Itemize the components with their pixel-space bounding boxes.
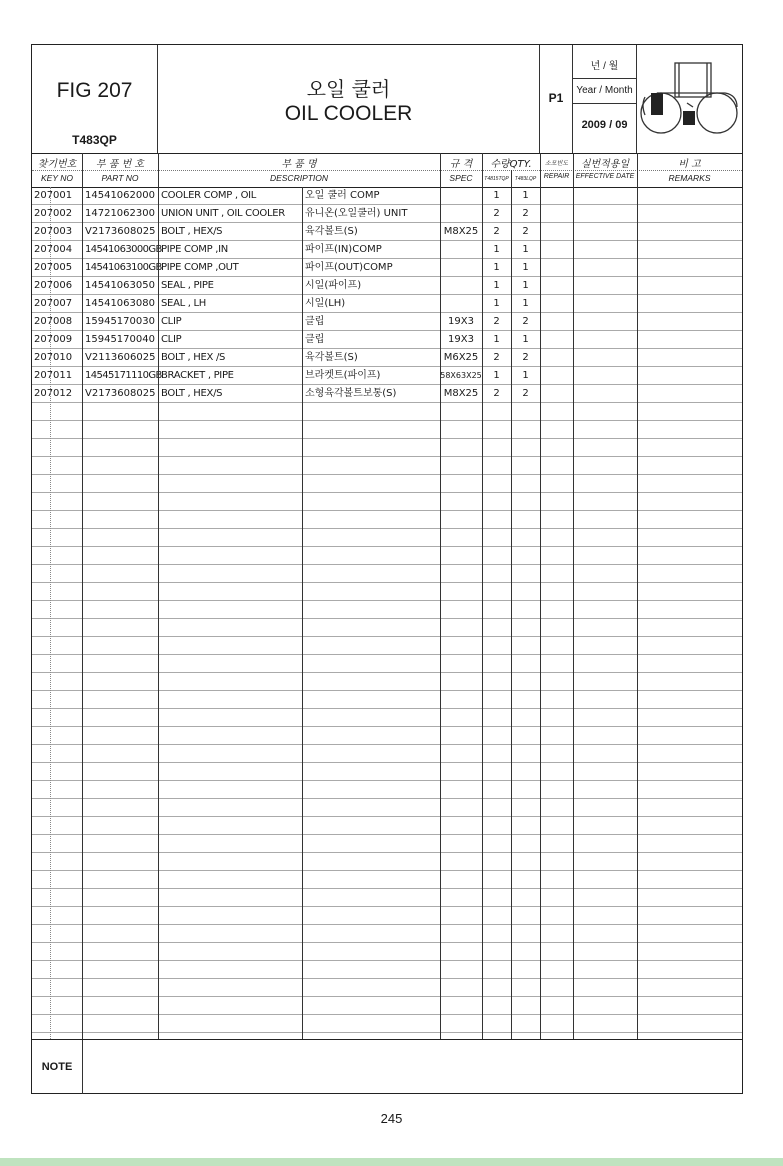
table-row [32,889,742,907]
table-row [32,979,742,997]
table-row [32,547,742,565]
cell-fig: 207 [34,334,54,345]
col-key-no: 찾기번호 KEY NO [37,159,77,183]
parts-list-page [31,44,743,1094]
cell-qa: 2 [493,226,500,237]
cell-part: 15945170040 [85,334,155,345]
cell-desc-ko: 브라켓트(파이프) [305,370,381,381]
cell-desc-en: SEAL , LH [161,298,207,309]
cell-desc-ko: 클립 [305,316,325,327]
table-row [32,925,742,943]
table-row [32,529,742,547]
col-effective-date: 실번적용일 EFFECTIVE DATE [575,159,635,180]
table-row [32,349,742,367]
table-row [32,565,742,583]
page-code-box [540,45,573,153]
cell-key: 003 [53,226,73,237]
cell-qa: 1 [493,334,500,345]
table-row [32,709,742,727]
cell-desc-ko: 유니온(오일쿨러) UNIT [305,208,408,219]
table-row [32,655,742,673]
cell-spec: M6X25 [443,352,479,363]
cell-key: 002 [53,208,73,219]
cell-fig: 207 [34,352,54,363]
cell-desc-ko: 육각볼트(S) [305,352,358,363]
cell-fig: 207 [34,388,54,399]
cell-desc-en: BOLT , HEX /S [161,352,226,363]
year-month-korean: 년 / 월 [590,61,619,72]
cell-fig: 207 [34,316,54,327]
title-box [158,45,540,153]
table-row [32,223,742,241]
table-row [32,763,742,781]
cell-qa: 2 [493,208,500,219]
cell-desc-ko: 시일(LH) [305,298,346,309]
table-row [32,673,742,691]
issue-date: 2009 / 09 [581,119,628,131]
cell-part: V2173608025 [85,226,156,237]
table-row [32,853,742,871]
cell-fig: 207 [34,262,54,273]
cell-qb: 2 [522,352,529,363]
cell-part: 14541063050 [85,280,155,291]
cell-part: 15945170030 [85,316,155,327]
cell-qa: 2 [493,316,500,327]
table-row [32,313,742,331]
table-row [32,745,742,763]
cell-part: 14541062000 [85,190,155,201]
cell-desc-en: BOLT , HEX/S [161,388,223,399]
table-row [32,637,742,655]
cell-desc-en: CLIP [161,334,182,345]
cell-qa: 1 [493,244,500,255]
page-code: P1 [548,91,564,105]
parts-table-body [32,187,742,1039]
cell-key: 011 [53,370,73,381]
cell-qa: 1 [493,370,500,381]
table-row [32,241,742,259]
bottom-edge-band [0,1158,783,1166]
figure-box [32,45,158,153]
cell-fig: 207 [34,298,54,309]
cell-qb: 2 [522,208,529,219]
tractor-icon [637,45,742,153]
table-row [32,187,742,205]
table-row [32,385,742,403]
table-row [32,475,742,493]
cell-qb: 1 [522,370,529,381]
table-row [32,997,742,1015]
table-row [32,691,742,709]
table-row [32,1015,742,1033]
note-section [32,1039,742,1094]
cell-desc-en: COOLER COMP , OIL [161,190,257,201]
cell-key: 012 [53,388,73,399]
cell-part: 14541063080 [85,298,155,309]
cell-desc-ko: 소형육각볼트보통(S) [305,388,397,399]
cell-qa: 1 [493,262,500,273]
table-row [32,277,742,295]
table-row [32,619,742,637]
cell-fig: 207 [34,190,54,201]
cell-desc-en: BOLT , HEX/S [161,226,223,237]
table-row [32,601,742,619]
table-row [32,493,742,511]
cell-fig: 207 [34,370,54,381]
cell-desc-en: UNION UNIT , OIL COOLER [161,208,285,219]
table-row [32,727,742,745]
model-code: T483QP [72,133,117,147]
year-month-box [573,45,637,153]
year-month-english: Year / Month [573,78,636,104]
cell-key: 001 [53,190,73,201]
cell-key: 006 [53,280,73,291]
col-repair: 소모빈도 REPAIR [543,160,570,180]
cell-desc-ko: 오일 쿨러 COMP [305,190,380,201]
cell-key: 005 [53,262,73,273]
cell-part: 14541063000GB [85,244,162,255]
table-row [32,943,742,961]
page-number: 245 [380,1111,403,1126]
cell-desc-ko: 파이프(IN)COMP [305,244,382,255]
cell-part: 14545171110GB [85,370,162,381]
table-row [32,331,742,349]
cell-qa: 2 [493,388,500,399]
col-spec: 규 격 SPEC [449,159,473,183]
page-header [32,45,742,154]
table-row [32,457,742,475]
col-part-no: 부 품 번 호 PART NO [95,159,145,183]
table-row [32,295,742,313]
cell-fig: 207 [34,226,54,237]
cell-key: 004 [53,244,73,255]
cell-qa: 1 [493,280,500,291]
table-row [32,781,742,799]
table-row [32,907,742,925]
cell-key: 007 [53,298,73,309]
table-row [32,403,742,421]
cell-desc-ko: 육각볼트(S) [305,226,358,237]
cell-qa: 1 [493,298,500,309]
cell-qb: 1 [522,190,529,201]
cell-fig: 207 [34,208,54,219]
table-row [32,259,742,277]
title-english: OIL COOLER [284,102,413,125]
cell-qb: 1 [522,280,529,291]
table-row [32,817,742,835]
cell-qa: 1 [493,190,500,201]
table-row [32,511,742,529]
cell-spec: M8X25 [443,388,479,399]
column-header-row [32,153,742,188]
cell-part: 14721062300 [85,208,155,219]
cell-desc-en: PIPE COMP ,IN [161,244,228,255]
cell-qb: 1 [522,298,529,309]
cell-qb: 1 [522,334,529,345]
title-korean: 오일 쿨러 [306,77,391,101]
cell-qb: 2 [522,388,529,399]
cell-desc-en: PIPE COMP ,OUT [161,262,239,273]
cell-spec: 19X3 [448,316,474,327]
col-description: 부 품 명 DESCRIPTION [269,159,329,183]
cell-spec: 58X63X25 [440,371,482,380]
cell-qb: 1 [522,244,529,255]
table-row [32,871,742,889]
table-row [32,439,742,457]
cell-key: 008 [53,316,73,327]
table-row [32,583,742,601]
cell-fig: 207 [34,244,54,255]
table-row [32,835,742,853]
cell-spec: M8X25 [443,226,479,237]
cell-desc-en: SEAL , PIPE [161,280,214,291]
col-remarks: 비 고 REMARKS [668,159,711,183]
cell-qb: 2 [522,316,529,327]
table-row [32,799,742,817]
cell-spec: 19X3 [448,334,474,345]
table-row [32,421,742,439]
cell-fig: 207 [34,280,54,291]
cell-part: V2173608025 [85,388,156,399]
cell-desc-en: BRACKET , PIPE [161,370,234,381]
cell-part: 14541063100GB [85,262,162,273]
cell-desc-ko: 시일(파이프) [305,280,362,291]
cell-part: V2113606025 [85,352,156,363]
cell-desc-ko: 파이프(OUT)COMP [305,262,393,273]
cell-desc-ko: 클립 [305,334,325,345]
cell-desc-en: CLIP [161,316,182,327]
cell-qb: 2 [522,226,529,237]
cell-qa: 2 [493,352,500,363]
table-row [32,205,742,223]
table-row [32,961,742,979]
table-row [32,367,742,385]
note-label: NOTE [32,1040,83,1094]
cell-qb: 1 [522,262,529,273]
cell-key: 010 [53,352,73,363]
col-qty: 수량QTY. T4815TQP T483LQP [484,159,537,182]
figure-number: FIG 207 [56,79,133,102]
cell-key: 009 [53,334,73,345]
